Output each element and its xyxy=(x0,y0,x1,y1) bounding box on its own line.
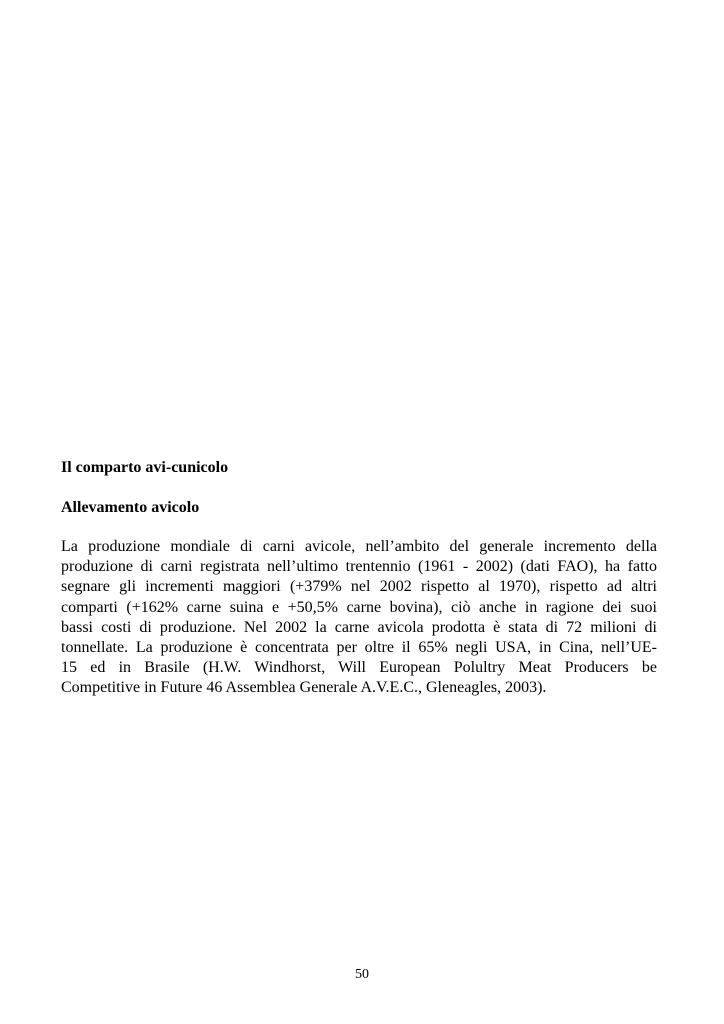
paragraph-line: Competitive in Future 46 Assemblea Generale A.V.E.C., Gleneagles, 2003). xyxy=(61,679,547,697)
paragraph-line: comparti (+162% carne suina e +50,5% carne bovina), ciò anche in ragione dei suoi xyxy=(61,598,657,616)
paragraph-line: segnare gli incrementi maggiori (+379% nel 2002 rispetto al 1970), rispetto ad altri xyxy=(61,578,657,596)
section-title: Il comparto avi-cunicolo xyxy=(61,459,229,476)
paragraph-line: bassi costi di produzione. Nel 2002 la carne avicola prodotta è stata di 72 milioni di xyxy=(61,618,657,636)
paragraph-line: tonnellate. La produzione è concentrata per oltre il 65% negli USA, in Cina, nell’UE- xyxy=(61,639,657,657)
paragraph-line: 15 ed in Brasile (H.W. Windhorst, Will European Polultry Meat Producers be xyxy=(61,659,657,677)
body-paragraph xyxy=(61,537,657,699)
subsection-title: Allevamento avicolo xyxy=(61,499,200,516)
page-number: 50 xyxy=(355,967,369,982)
paragraph-line: La produzione mondiale di carni avicole, nell’ambito del generale incremento della xyxy=(61,538,657,555)
paragraph-line: produzione di carni registrata nell’ultimo trentennio (1961 - 2002) (dati FAO), ha fatto xyxy=(61,558,657,576)
